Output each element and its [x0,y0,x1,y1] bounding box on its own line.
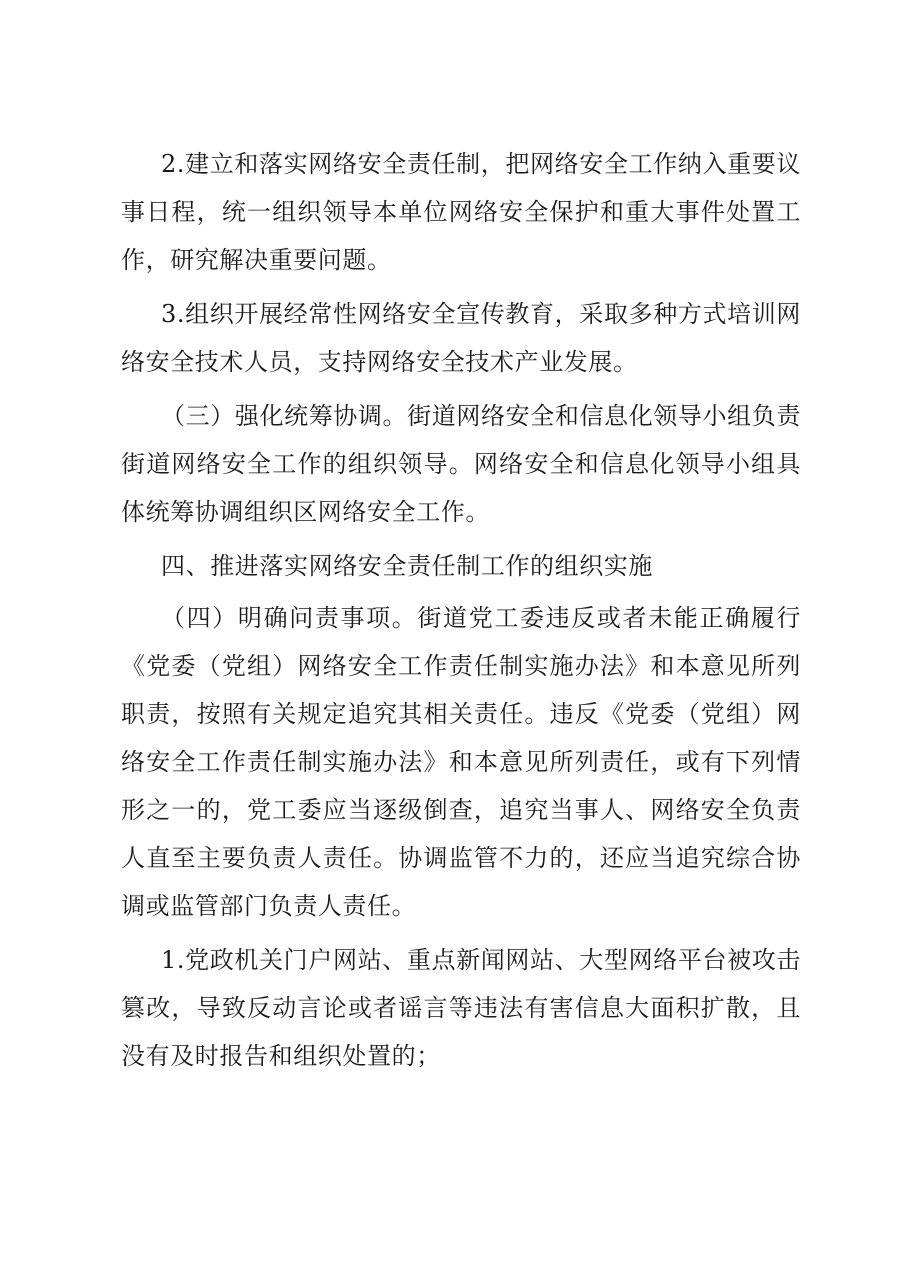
paragraph-item-3: 3.组织开展经常性网络安全宣传教育，采取多种方式培训网络安全技术人员，支持网络安全技术产业发展。 [121,300,801,376]
section-heading-4: 四、推进落实网络安全责任制工作的组织实施 [161,552,653,580]
document-body [121,140,801,1086]
paragraph-item-2: 2.建立和落实网络安全责任制，把网络安全工作纳入重要议事日程，统一组织领导本单位网络安全保护和重大事件处置工作，研究解决重要问题。 [121,150,801,274]
paragraph-item-1: 1.党政机关门户网站、重点新闻网站、大型网络平台被攻击篡改，导致反动言论或者谣言等违法有害信息大面积扩散，且没有及时报告和组织处置的； [121,946,801,1070]
paragraph-section-3: （三）强化统筹协调。街道网络安全和信息化领导小组负责街道网络安全工作的组织领导。网络安全和信息化领导小组具体统筹协调组织区网络安全工作。 [121,402,801,526]
paragraph-section-4: （四）明确问责事项。街道党工委违反或者未能正确履行《党委（党组）网络安全工作责任制实施办法》和本意见所列职责，按照有关规定追究其相关责任。违反《党委（党组）网络安全工作责任制实施办法》和本意见所列责任，或有下列情形之一的，党工委应当逐级倒查，追究当事人、网络安全负责人直至主要负责人责任。协调监管不力的，还应当追究综合协调或监管部门负责人责任。 [121,604,801,920]
